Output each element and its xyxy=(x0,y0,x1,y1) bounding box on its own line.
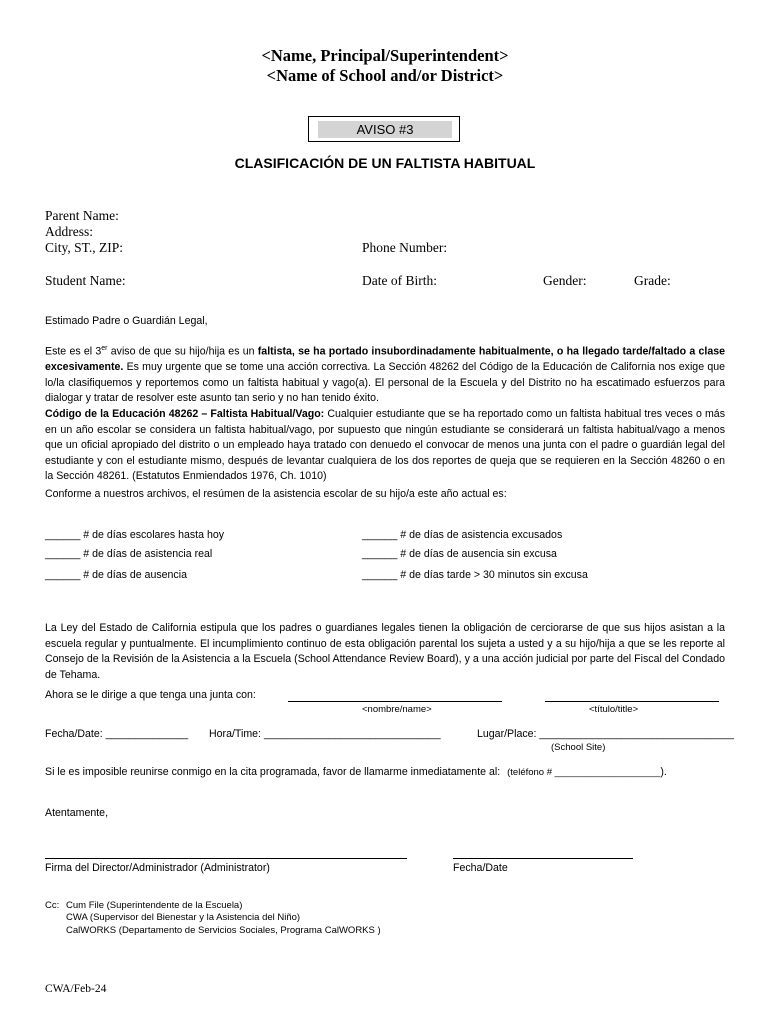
absence-days-line: ______ # de días de ausencia xyxy=(45,569,187,581)
gender-label: Gender: xyxy=(543,273,587,288)
signature-date-label: Fecha/Date xyxy=(453,862,508,874)
cc-item: CWA (Supervisor del Bienestar y la Asistencia del Niño) xyxy=(66,912,301,923)
city-label: City, ST., ZIP: xyxy=(45,240,124,255)
aviso-box xyxy=(308,116,460,142)
cc-item: Cum File (Superintendente de la Escuela) xyxy=(66,900,243,911)
address-label: Address: xyxy=(45,224,93,239)
principal-name-heading: <Name, Principal/Superintendent> xyxy=(261,46,509,65)
signature-date-line xyxy=(453,858,633,859)
actual-attendance-line: ______ # de días de asistencia real xyxy=(45,548,213,560)
parent-name-label: Parent Name: xyxy=(45,208,119,223)
closing: Atentamente, xyxy=(45,807,109,819)
state-law-paragraph: La Ley del Estado de California estipula que los padres o guardianes legales tienen la obligación de cerciorarse de que sus hijos asistan a la escuela regular y puntualmente. El incumplimiento continuo de esta obligación parental los sujeta a usted y a su hijo/hija a que se les reporte al Consejo de la Revisión de la Asistencia a la Escuela (School Attendance Review Board), y a una acción judicial por parte del Fiscal del Condado de Tehama. xyxy=(45,622,725,681)
phone-label: Phone Number: xyxy=(362,240,448,255)
greeting: Estimado Padre o Guardián Legal, xyxy=(45,315,208,327)
attendance-summary-intro: Conforme a nuestros archivos, el resúmen de la asistencia escolar de su hijo/a este año actual es: xyxy=(45,488,507,500)
meeting-date-field: Fecha/Date: ______________ xyxy=(45,728,189,740)
school-site-caption: (School Site) xyxy=(551,742,606,753)
meeting-name-line xyxy=(288,701,502,702)
title-caption: <título/title> xyxy=(589,704,639,715)
school-days-line: ______ # de días escolares hasta hoy xyxy=(45,529,225,541)
excused-days-line: ______ # de días de asistencia excusados xyxy=(362,529,563,541)
director-signature-label: Firma del Director/Administrador (Administrator) xyxy=(45,862,270,874)
director-signature-line xyxy=(45,858,407,859)
student-name-label: Student Name: xyxy=(45,273,126,288)
document-title: CLASIFICACIÓN DE UN FALTISTA HABITUAL xyxy=(234,155,536,171)
phone-number-field: (teléfono # ____________________ xyxy=(507,767,661,778)
school-name-heading: <Name of School and/or District> xyxy=(266,66,504,85)
education-code-paragraph: Código de la Educación 48262 – Faltista Habitual/Vago: Cualquier estudiante que se ha reportado como un faltista habitual tres veces o más en un año escolar se considera un faltista habitual/vago, por supuesto que ningún estudiante se considerará un faltista habitual/vago a menos que un oficial apropiado del distrito o un empleado haya tratado con denuedo el convocar de menos una junta con el padre o guardián legal del estudiante y con el estudiante mismo, después de levantar cualquiera de los dos reportes de queja que se requieren en la Sección 48260 o en la Sección 48261. (Estatutos Enmiendados 1976, Ch. 1010) xyxy=(45,408,725,482)
meeting-place-field: Lugar/Place: _________________________________ xyxy=(477,728,734,740)
aviso-label: AVISO #3 xyxy=(318,121,452,138)
phone-instruction: Si le es imposible reunirse conmigo en la cita programada, favor de llamarme inmediatamente al: (teléfono # ____________________). xyxy=(45,766,667,778)
grade-label: Grade: xyxy=(634,273,671,288)
dob-label: Date of Birth: xyxy=(362,273,437,288)
tardy-line: ______ # de días tarde > 30 minutos sin excusa xyxy=(362,569,588,581)
notice-paragraph: Este es el 3er aviso de que su hijo/hija es un faltista, se ha portado insubordinadamente habitualmente, o ha llegado tarde/faltado a clase excesivamente. Es muy urgente que se tome una acción correctiva. La Sección 48262 del Código de la Educación de California nos exige que lo/la clasifiquemos y reportemos como un faltista habitual y vago(a). El personal de la Escuela y del Distrito no ha escatimado esfuerzos para dialogar y tratar de resolver este asunto tan serio y no han tenido éxito. xyxy=(45,345,726,405)
cc-item: CalWORKS (Departamento de Servicios Sociales, Programa CalWORKS ) xyxy=(66,925,381,936)
meeting-title-line xyxy=(545,701,719,702)
name-caption: <nombre/name> xyxy=(362,704,432,715)
unexcused-absence-line: ______ # de días de ausencia sin excusa xyxy=(362,548,557,560)
meeting-time-field: Hora/Time: ______________________________ xyxy=(209,728,441,740)
meeting-intro: Ahora se le dirige a que tenga una junta con: xyxy=(45,689,256,701)
footer-code: CWA/Feb-24 xyxy=(45,983,107,995)
cc-label: Cc: xyxy=(45,900,60,911)
